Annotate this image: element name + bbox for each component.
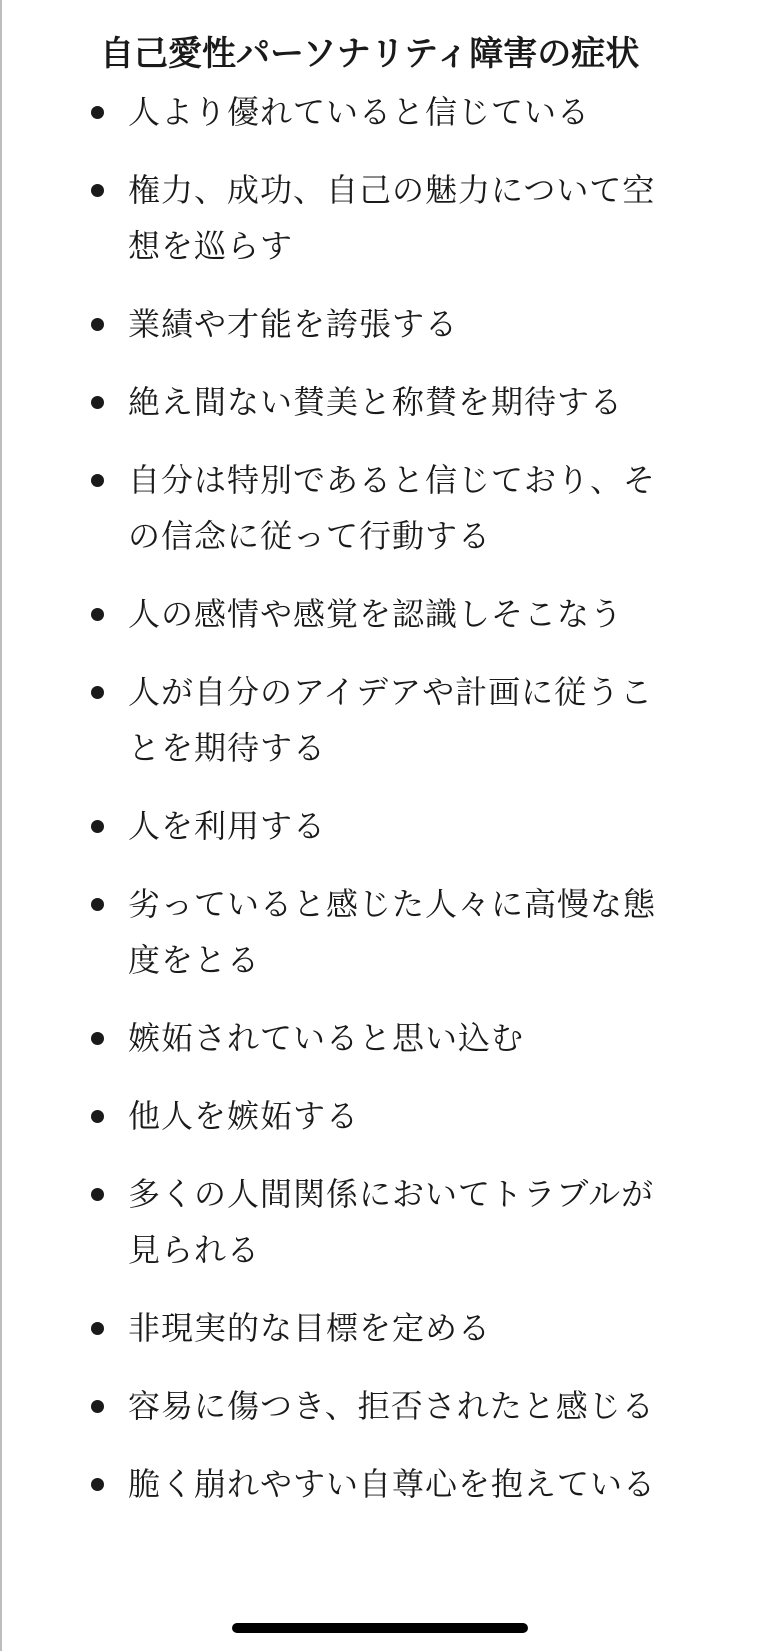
symptom-list-item — [0, 1088, 680, 1144]
symptom-list-item — [0, 1378, 680, 1434]
symptom-list-item — [0, 798, 680, 854]
home-indicator[interactable] — [232, 1623, 528, 1633]
symptom-text: 嫉妬されていると思い込む — [128, 1019, 525, 1057]
bullet-icon — [91, 474, 104, 487]
symptom-text: 人を利用する — [128, 807, 327, 845]
symptom-text: 劣っていると感じた人々に高慢な態度をとる — [128, 885, 657, 979]
symptom-list-item — [0, 586, 680, 642]
symptom-list — [0, 84, 780, 1534]
symptom-text: 人より優れていると信じている — [128, 93, 591, 131]
symptom-list-item — [0, 1456, 680, 1512]
symptom-text: 自分は特別であると信じており、その信念に従って行動する — [128, 461, 657, 555]
bullet-icon — [91, 1400, 104, 1413]
bullet-icon — [91, 318, 104, 331]
symptom-list-item — [0, 374, 680, 430]
bullet-icon — [91, 820, 104, 833]
symptom-text: 人が自分のアイデアや計画に従うことを期待する — [128, 673, 654, 767]
bullet-icon — [91, 1188, 104, 1201]
symptom-list-item — [0, 1166, 680, 1278]
symptom-list-item — [0, 84, 680, 140]
symptom-text: 容易に傷つき、拒否されたと感じる — [128, 1387, 655, 1425]
bullet-icon — [91, 184, 104, 197]
symptom-text: 業績や才能を誇張する — [128, 305, 459, 343]
bullet-icon — [91, 686, 104, 699]
symptom-text: 他人を嫉妬する — [128, 1097, 360, 1135]
bullet-icon — [91, 106, 104, 119]
symptom-list-item — [0, 876, 680, 988]
bullet-icon — [91, 898, 104, 911]
section-heading: 自己愛性パーソナリティ障害の症状 — [100, 34, 640, 74]
symptom-text: 多くの人間関係においてトラブルが見られる — [128, 1175, 655, 1269]
symptom-list-item — [0, 664, 680, 776]
symptom-list-item — [0, 296, 680, 352]
bullet-icon — [91, 1032, 104, 1045]
bullet-icon — [91, 396, 104, 409]
symptom-text: 絶え間ない賛美と称賛を期待する — [128, 383, 624, 421]
symptom-text: 人の感情や感覚を認識しそこなう — [128, 595, 624, 633]
bullet-icon — [91, 1322, 104, 1335]
bullet-icon — [91, 1478, 104, 1491]
symptom-list-item — [0, 1300, 680, 1356]
symptom-list-item — [0, 162, 680, 274]
bullet-icon — [91, 608, 104, 621]
symptom-text: 非現実的な目標を定める — [128, 1309, 492, 1347]
symptom-list-item — [0, 1010, 680, 1066]
symptom-list-item — [0, 452, 680, 564]
symptom-text: 脆く崩れやすい自尊心を抱えている — [128, 1465, 657, 1503]
symptom-text: 権力、成功、自己の魅力について空想を巡らす — [128, 171, 656, 265]
bullet-icon — [91, 1110, 104, 1123]
